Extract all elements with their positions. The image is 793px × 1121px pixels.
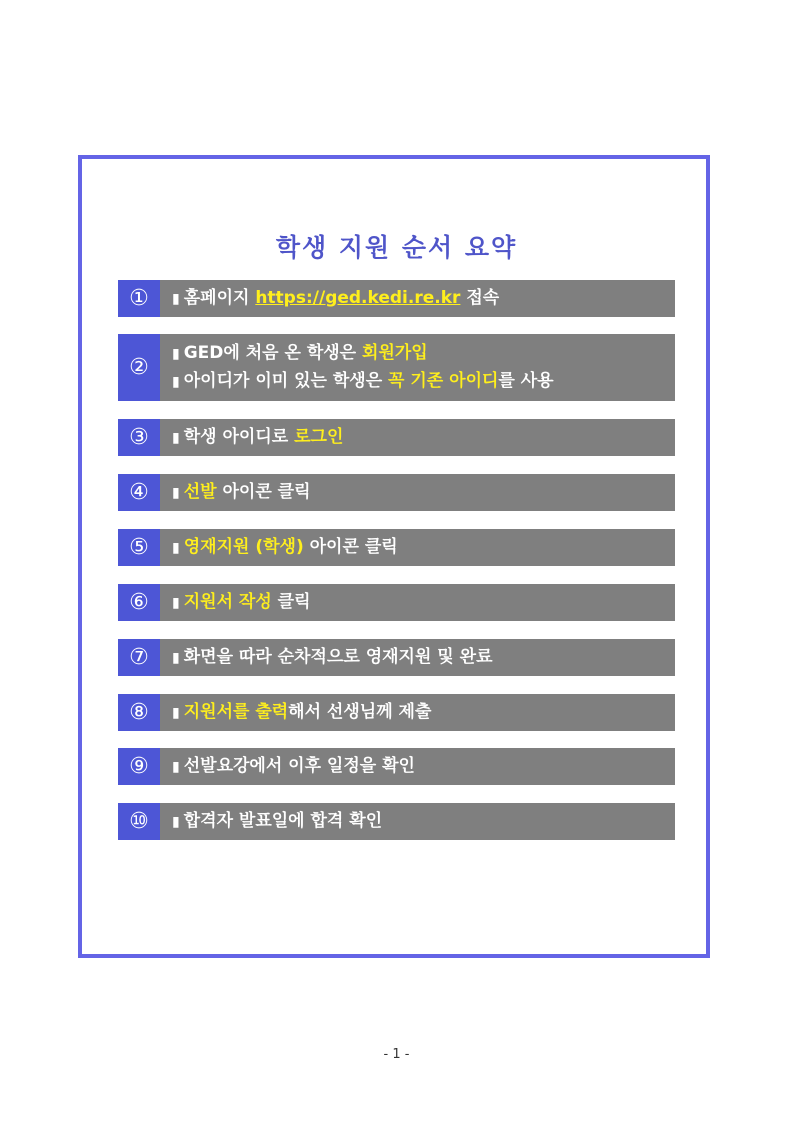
step-text (172, 748, 675, 785)
step-text (172, 694, 675, 731)
highlight-text: 지원서를 출력 (183, 701, 289, 722)
step-text (172, 529, 675, 566)
step-number: ③ (118, 419, 160, 456)
bullet-icon: ▮ (172, 345, 180, 362)
step-number: ⑤ (118, 529, 160, 566)
step-line (172, 644, 675, 672)
step-line (172, 589, 675, 617)
page-title: 학생 지원 순서 요약 (275, 233, 518, 262)
bullet-icon: ▮ (172, 758, 180, 775)
step-label: 를 사용 (498, 370, 554, 391)
step-line (172, 368, 675, 396)
step-line (172, 534, 675, 562)
step-number: ⑩ (118, 803, 160, 840)
step-1 (118, 280, 675, 317)
bullet-icon: ▮ (172, 290, 180, 307)
bullet-icon: ▮ (172, 429, 180, 446)
step-label: 해서 선생님께 제출 (288, 701, 432, 722)
step-label: 학생 아이디로 (183, 426, 295, 447)
step-text (172, 803, 675, 840)
step-label: 아이콘 클릭 (216, 481, 311, 502)
step-8 (118, 694, 675, 731)
step-line (172, 424, 675, 452)
step-line (172, 808, 675, 836)
step-number: ⑨ (118, 748, 160, 785)
step-text (172, 639, 675, 676)
step-text (172, 474, 675, 511)
step-line (172, 753, 675, 781)
bullet-icon: ▮ (172, 594, 180, 611)
step-label: 접속 (460, 287, 500, 308)
step-line (172, 699, 675, 727)
step-text (172, 280, 675, 317)
step-number: ④ (118, 474, 160, 511)
step-label: 아이콘 클릭 (303, 536, 398, 557)
step-number: ① (118, 280, 160, 317)
bullet-icon: ▮ (172, 704, 180, 721)
highlight-text: 로그인 (294, 426, 344, 447)
step-label: 아이디가 이미 있는 학생은 (183, 370, 389, 391)
step-5 (118, 529, 675, 566)
bullet-icon: ▮ (172, 813, 180, 830)
highlight-text: 꼭 기존 아이디 (388, 370, 499, 391)
bullet-icon: ▮ (172, 539, 180, 556)
step-line (172, 479, 675, 507)
step-label: 합격자 발표일에 합격 확인 (183, 810, 383, 831)
bullet-icon: ▮ (172, 649, 180, 666)
step-number: ⑧ (118, 694, 160, 731)
highlight-text: 지원서 작성 (183, 591, 272, 612)
step-number: ② (118, 334, 160, 401)
step-label: 홈페이지 (183, 287, 256, 308)
highlight-text: 선발 (183, 481, 217, 502)
step-2 (118, 334, 675, 401)
bullet-icon: ▮ (172, 373, 180, 390)
step-3 (118, 419, 675, 456)
highlight-text: 회원가입 (362, 342, 428, 363)
step-10 (118, 803, 675, 840)
step-number: ⑥ (118, 584, 160, 621)
homepage-link[interactable]: https://ged.kedi.re.kr (255, 287, 461, 308)
step-label: 클릭 (271, 591, 311, 612)
step-text (172, 584, 675, 621)
highlight-text: 영재지원 (학생) (183, 536, 304, 557)
step-label: 화면을 따라 순차적으로 영재지원 및 완료 (183, 646, 493, 667)
page-number: - 1 - (383, 1047, 410, 1062)
step-6 (118, 584, 675, 621)
step-line (172, 340, 675, 368)
step-line (172, 285, 675, 313)
step-number: ⑦ (118, 639, 160, 676)
step-label: GED에 처음 온 학생은 (183, 342, 363, 363)
bullet-icon: ▮ (172, 484, 180, 501)
step-9 (118, 748, 675, 785)
step-text (172, 419, 675, 456)
step-text (172, 334, 675, 401)
step-4 (118, 474, 675, 511)
step-label: 선발요강에서 이후 일정을 확인 (183, 755, 415, 776)
step-7 (118, 639, 675, 676)
